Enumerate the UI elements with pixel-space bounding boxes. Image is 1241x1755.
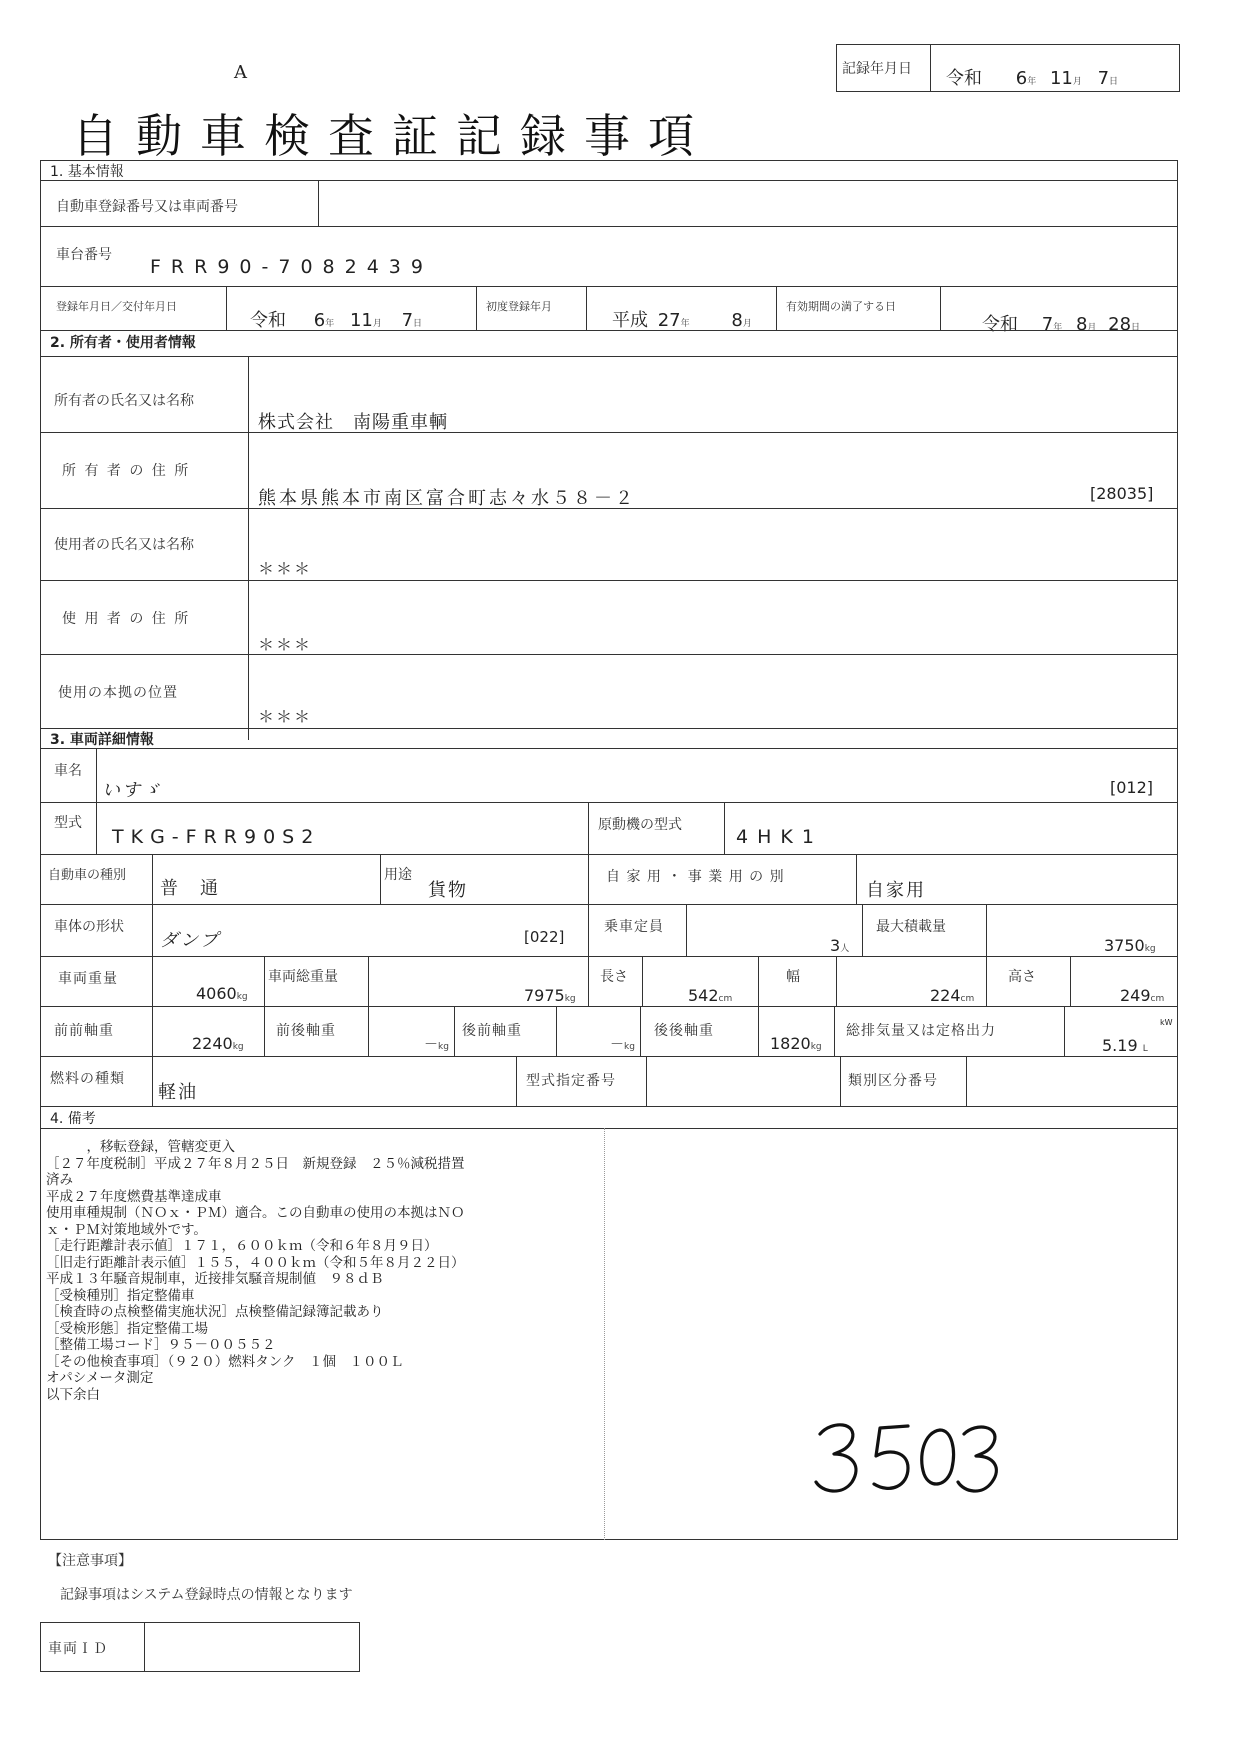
use-label: 用途 <box>384 867 412 883</box>
front-front-axle-value: 2240kg <box>192 1034 244 1053</box>
section-basic-heading: 1. 基本情報 <box>50 164 124 180</box>
type-approval-label: 型式指定番号 <box>526 1073 616 1089</box>
remark-line: ［受検種別］指定整備車 <box>46 1287 195 1304</box>
front-front-axle-label: 前前軸重 <box>54 1023 114 1039</box>
remark-line: ［走行距離計表示値］１７１，６００ｋｍ（令和６年８月９日） <box>46 1238 438 1254</box>
section-remarks-heading: 4. 備考 <box>50 1111 96 1127</box>
remark-line: ［２７年度税制］平成２７年８月２５日 新規登録 ２５％減税措置 <box>46 1155 465 1172</box>
remarks-list <box>46 1139 606 1403</box>
model-value: TKG-FRR90S2 <box>112 826 321 848</box>
remark-line: 以下余白 <box>46 1386 100 1403</box>
private-commercial-label: 自 家 用 ・ 事 業 用 の 別 <box>606 869 785 885</box>
first-registration-value: 平成 27年 8月 <box>612 310 752 331</box>
remark-line: ［整備工場コード］９５－００５５２ <box>46 1337 276 1353</box>
fuel-type-label: 燃料の種類 <box>50 1071 125 1087</box>
body-shape-code: [022] <box>524 928 565 946</box>
remark-line: 使用車種規制（ＮＯｘ・ＰＭ）適合。この自動車の使用の本拠はＮＯ <box>46 1205 465 1221</box>
owner-address-label: 所 有 者 の 住 所 <box>62 463 191 479</box>
expiry-date-value: 令和 7年 8月 28日 <box>982 314 1141 335</box>
height-value: 249cm <box>1120 986 1165 1005</box>
height-label: 高さ <box>1008 969 1036 985</box>
expiry-date-label: 有効期間の満了する日 <box>786 300 896 313</box>
use-value: 貨物 <box>428 880 468 901</box>
make-label: 車名 <box>54 763 82 779</box>
user-name-label: 使用者の氏名又は名称 <box>54 537 194 553</box>
base-location-value: ＊＊＊ <box>258 707 313 726</box>
user-address-value: ＊＊＊ <box>258 635 313 654</box>
engine-model-label: 原動機の型式 <box>598 817 682 833</box>
svg-text:3503: 3503 <box>808 1410 811 1411</box>
length-label: 長さ <box>600 969 628 985</box>
make-value: いすゞ <box>102 780 162 801</box>
body-shape-label: 車体の形状 <box>54 919 124 935</box>
section-vehicle-heading: 3. 車両詳細情報 <box>50 732 154 748</box>
user-name-value: ＊＊＊ <box>258 559 313 578</box>
body-shape-value: ダンプ <box>160 930 221 951</box>
registration-date-label: 登録年月日／交付年月日 <box>56 300 177 313</box>
category-number-label: 類別区分番号 <box>848 1073 938 1089</box>
displacement-value: 5.19 kW L <box>1102 1018 1173 1055</box>
user-address-label: 使 用 者 の 住 所 <box>62 611 191 627</box>
vehicle-weight-value: 4060kg <box>196 984 248 1003</box>
rear-front-axle-value: －kg <box>610 1037 635 1053</box>
remark-line: 平成１３年騒音規制車，近接排気騒音規制値 ９８ｄＢ <box>46 1271 384 1287</box>
form-mark: A <box>234 62 247 83</box>
base-location-label: 使用の本拠の位置 <box>58 685 178 701</box>
page-title: 自動車検査証記録事項 <box>72 109 712 163</box>
seating-capacity-value: 3人 <box>830 936 850 955</box>
remark-line: ｘ・ＰＭ対策地域外です。 <box>46 1221 207 1238</box>
vehicle-id-label: 車両ＩＤ <box>48 1641 108 1657</box>
handwritten-number <box>808 1410 1008 1506</box>
width-label: 幅 <box>786 969 800 985</box>
seating-capacity-label: 乗車定員 <box>604 919 664 935</box>
chassis-number-value: FRR90-7082439 <box>150 256 433 278</box>
rear-rear-axle-value: 1820kg <box>770 1034 822 1053</box>
front-rear-axle-label: 前後軸重 <box>276 1023 336 1039</box>
owner-name-value: 株式会社 南陽重車輌 <box>258 412 448 433</box>
model-label: 型式 <box>54 815 82 831</box>
vehicle-weight-label: 車両重量 <box>58 971 118 987</box>
remark-line: オパシメータ測定 <box>46 1370 154 1386</box>
engine-model-value: 4HK1 <box>736 826 823 848</box>
gross-weight-value: 7975kg <box>524 986 576 1005</box>
fuel-type-value: 軽油 <box>158 1082 198 1103</box>
first-registration-label: 初度登録年月 <box>486 300 552 313</box>
front-rear-axle-value: －kg <box>424 1037 449 1053</box>
chassis-number-label: 車台番号 <box>56 247 112 263</box>
remark-line: 済み <box>46 1172 73 1188</box>
vehicle-kind-label: 自動車の種別 <box>48 868 127 883</box>
owner-address-value: 熊本県熊本市南区富合町志々水５８－２ <box>258 488 636 509</box>
owner-address-code: [28035] <box>1090 484 1154 503</box>
max-load-value: 3750kg <box>1104 936 1156 955</box>
section-owner-heading: 2. 所有者・使用者情報 <box>50 335 196 351</box>
remark-line: ［その他検査事項］（９２０）燃料タンク １個 １００Ｌ <box>46 1353 404 1370</box>
max-load-label: 最大積載量 <box>876 919 946 935</box>
notes-text: 記録事項はシステム登録時点の情報となります <box>60 1587 353 1603</box>
rear-front-axle-label: 後前軸重 <box>462 1023 522 1039</box>
remark-line: ［検査時の点検整備実施状況］点検整備記録簿記載あり <box>46 1304 384 1320</box>
record-date-label: 記録年月日 <box>842 61 912 77</box>
owner-name-label: 所有者の氏名又は名称 <box>54 393 194 409</box>
registration-number-label: 自動車登録番号又は車両番号 <box>56 199 238 215</box>
record-date-value: 令和 6年 11月 7日 <box>946 68 1119 89</box>
rear-rear-axle-label: 後後軸重 <box>654 1023 714 1039</box>
gross-weight-label: 車両総重量 <box>268 969 338 985</box>
make-code: [012] <box>1110 778 1154 797</box>
width-value: 224cm <box>930 986 975 1005</box>
remark-line: 平成２７年度燃費基準達成車 <box>46 1188 222 1205</box>
registration-date-value: 令和 6年 11月 7日 <box>250 310 423 331</box>
remark-line: ［受検形態］指定整備工場 <box>46 1320 208 1337</box>
remark-line: ［旧走行距離計表示値］１５５，４００ｋｍ（令和５年８月２２日） <box>46 1254 465 1271</box>
vehicle-kind-value: 普 通 <box>160 878 220 899</box>
displacement-label: 総排気量又は定格出力 <box>846 1023 996 1039</box>
notes-heading: 【注意事項】 <box>48 1553 132 1569</box>
remark-line: ，移転登録，管轄変更入 <box>46 1139 235 1155</box>
private-commercial-value: 自家用 <box>866 880 926 901</box>
length-value: 542cm <box>688 986 733 1005</box>
